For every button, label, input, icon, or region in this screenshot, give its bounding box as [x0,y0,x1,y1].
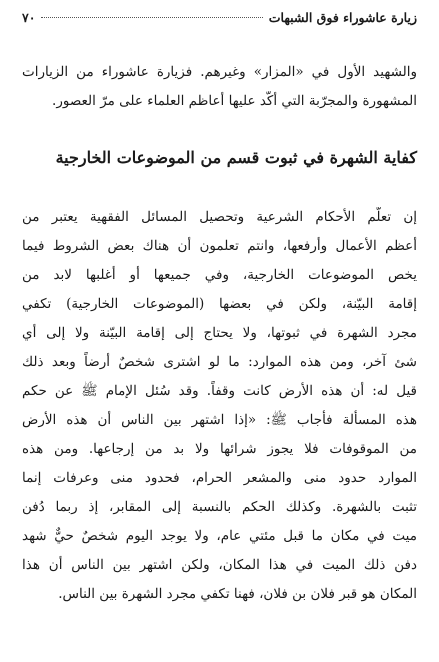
paragraph-line: المشهورة والمجرّبة التي أكّد عليها أعاظم العلماء على مرّ العصور. [52,93,417,109]
paragraph-line: مجرد الشهرة في ثبوتها، ولا يحتاج إلى إقامة البيّنة ولا إلى أي [22,325,417,341]
page-number: ٧٠ [22,10,36,25]
paragraph-line: إن تعلُّم الأحكام الشرعية وتحصيل المسائل الفقهية يعتبر من [22,209,417,225]
paragraph-line: دفن ذلك الميت في هذا المكان، ولكن اشتهر بين الناس أن هذا [22,557,417,573]
header-dot-leader [41,17,262,18]
paragraph-line: والشهيد الأول في «المزار» وغيرهم. فزيارة عاشوراء من الزيارات [22,64,417,80]
paragraph-line: شئ آخر، ومن هذه الموارد: ما لو اشترى شخصٌ أرضاً وبعد ذلك [22,354,417,370]
paragraph-line: إقامة البيّنة، ولكن في بعضها (الموضوعات الخارجية) تكفي [22,296,417,312]
paragraph-line: هذه المسألة فأجاب ﷺ: «إذا اشتهر بين الناس أن هذه الأرض [22,412,417,428]
paragraph-line: الموارد حدود منى والمشعر الحرام، فحدود منى وعرفات إنما [22,470,417,486]
paragraph-line: من الموقوفات فلا يجوز شرائها ولا بد من إرجاعها. ومن هذه [22,441,417,457]
paragraph-line: يخص الموضوعات الخارجية، وفي جميعها أو أغلبها لابد من [22,267,417,283]
paragraph-line: ميت في مكان ما قبل مئتي عام، ولا يوجد اليوم شخصٌ حيٌّ شهد [22,528,417,544]
running-header-title: زيارة عاشوراء فوق الشبهات [268,10,417,25]
paragraph-line: أعظم الأعمال وأرفعها، وانتم تعلمون أن هناك بعض الشروط فيما [22,238,417,254]
paragraph-line: قيل له: أن هذه الأرض كانت وقفاً. وقد سُئل الإمام ﷺ عن حكم [22,383,417,399]
paragraph-line: تثبت بالشهرة. وكذلك الحكم بالنسبة إلى المقابر، إذ ربما دُفن [22,499,417,515]
paragraph-line: المكان هو قبر فلان بن فلان، فهنا تكفي مجرد الشهرة بين الناس. [58,586,417,602]
running-header [22,10,417,30]
section-heading: كفاية الشهرة في ثبوت قسم من الموضوعات الخارجية [55,148,417,167]
